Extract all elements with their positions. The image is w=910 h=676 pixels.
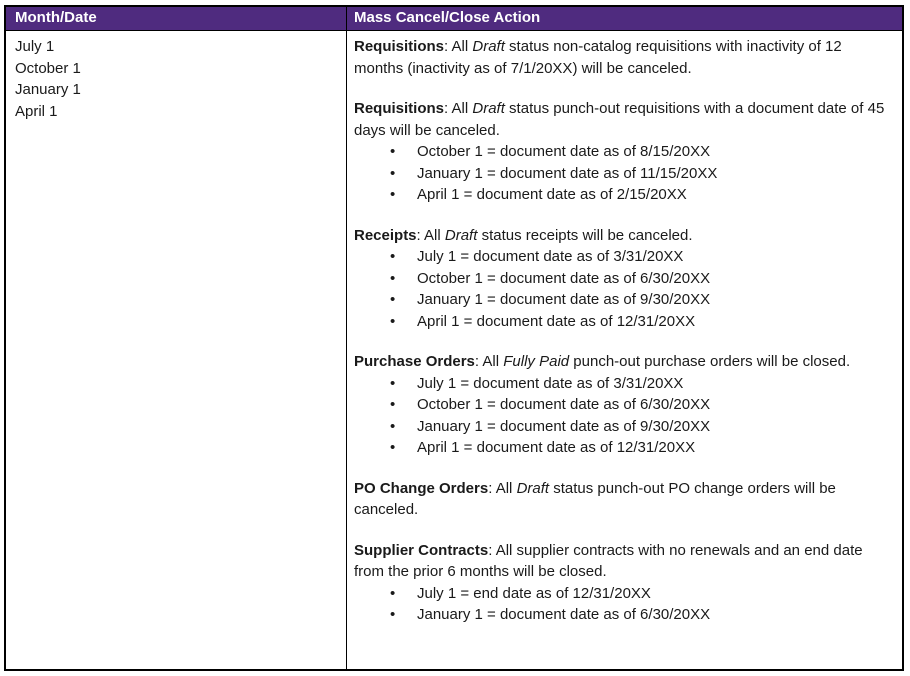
- section-paragraph: [354, 98, 892, 141]
- bullet-item: [354, 268, 892, 290]
- action-section: [354, 36, 892, 79]
- action-section: [354, 540, 892, 626]
- section-paragraph: [354, 225, 892, 247]
- header-mass-cancel-close-action: Mass Cancel/Close Action: [354, 9, 541, 26]
- bullet-list: [354, 373, 892, 459]
- bullet-item: [354, 184, 892, 206]
- section-paragraph: [354, 36, 892, 79]
- section-text: : All: [444, 38, 473, 55]
- section-label: PO Change Orders: [354, 479, 489, 497]
- italic-status-term: Draft: [516, 479, 550, 497]
- action-section: [354, 478, 892, 521]
- month-date-item: July 1: [15, 38, 55, 55]
- bullet-item: [354, 141, 892, 163]
- bullet-list: [354, 583, 892, 626]
- schedule-table: [4, 5, 904, 671]
- section-label: Requisitions: [354, 38, 445, 55]
- section-text: status receipts will be canceled.: [477, 226, 693, 244]
- bullet-text: • October 1 = document date as of 6/30/20XX: [417, 396, 711, 413]
- table-header-row: [6, 7, 902, 31]
- section-text: punch-out purchase orders will be closed.: [569, 353, 851, 370]
- bullet-text: • January 1 = document date as of 9/30/20XX: [417, 291, 711, 308]
- bullet-text: • April 1 = document date as of 12/31/20XX: [417, 312, 696, 330]
- action-section: [354, 98, 892, 206]
- action-cell: [347, 31, 902, 669]
- bullet-item: [354, 373, 892, 395]
- bullet-item: [354, 311, 892, 333]
- month-date-cell: [6, 31, 347, 669]
- bullet-text: • October 1 = document date as of 8/15/20XX: [417, 143, 711, 160]
- bullet-text: • January 1 = document date as of 9/30/20XX: [417, 417, 711, 435]
- section-text: : All: [444, 100, 473, 117]
- bullet-item: [354, 246, 892, 268]
- section-paragraph: [354, 351, 892, 373]
- table-body-row: [6, 31, 902, 669]
- section-label: Supplier Contracts: [354, 541, 489, 559]
- bullet-text: • October 1 = document date as of 6/30/20XX: [417, 269, 711, 287]
- bullet-list: [354, 141, 892, 206]
- bullet-item: [354, 394, 892, 416]
- bullet-text: • July 1 = document date as of 3/31/20XX: [417, 374, 684, 392]
- section-text: status punch-out PO change orders will be canceled.: [354, 479, 836, 518]
- section-text: : All: [416, 226, 445, 244]
- section-text: status non-catalog requisitions with inactivity of 12 months (inactivity as of 7/1/20XX) will be canceled.: [354, 38, 842, 77]
- action-section: [354, 225, 892, 333]
- section-label: Purchase Orders: [354, 353, 475, 370]
- italic-status-term: Draft: [472, 38, 505, 55]
- italic-status-term: Draft: [444, 226, 478, 244]
- section-text: : All: [488, 479, 517, 497]
- bullet-list: [354, 246, 892, 332]
- bullet-item: [354, 163, 892, 185]
- month-date-item: January 1: [15, 81, 81, 98]
- bullet-text: • April 1 = document date as of 2/15/20XX: [417, 186, 687, 203]
- bullet-text: • January 1 = document date as of 11/15/20XX: [417, 164, 718, 182]
- month-date-item: April 1: [15, 102, 58, 120]
- italic-status-term: Fully Paid: [503, 353, 570, 370]
- bullet-item: [354, 437, 892, 459]
- section-paragraph: [354, 540, 892, 583]
- section-text: status punch-out requisitions with a document date of 45 days will be canceled.: [354, 100, 885, 139]
- bullet-text: • January 1 = document date as of 6/30/20XX: [417, 606, 711, 623]
- bullet-item: [354, 416, 892, 438]
- section-text: : All supplier contracts with no renewals and an end date from the prior 6 months will be closed.: [354, 541, 863, 580]
- bullet-item: [354, 583, 892, 605]
- section-label: Requisitions: [354, 100, 445, 117]
- bullet-text: • July 1 = document date as of 3/31/20XX: [417, 248, 684, 265]
- bullet-item: [354, 604, 892, 626]
- bullet-text: • April 1 = document date as of 12/31/20XX: [417, 439, 696, 456]
- italic-status-term: Draft: [472, 100, 505, 117]
- month-date-item: October 1: [15, 59, 81, 77]
- bullet-text: • July 1 = end date as of 12/31/20XX: [417, 584, 651, 602]
- bullet-item: [354, 289, 892, 311]
- section-paragraph: [354, 478, 892, 521]
- action-section: [354, 351, 892, 459]
- section-text: : All: [474, 353, 504, 370]
- section-label: Receipts: [354, 226, 417, 244]
- header-month-date: Month/Date: [6, 7, 347, 30]
